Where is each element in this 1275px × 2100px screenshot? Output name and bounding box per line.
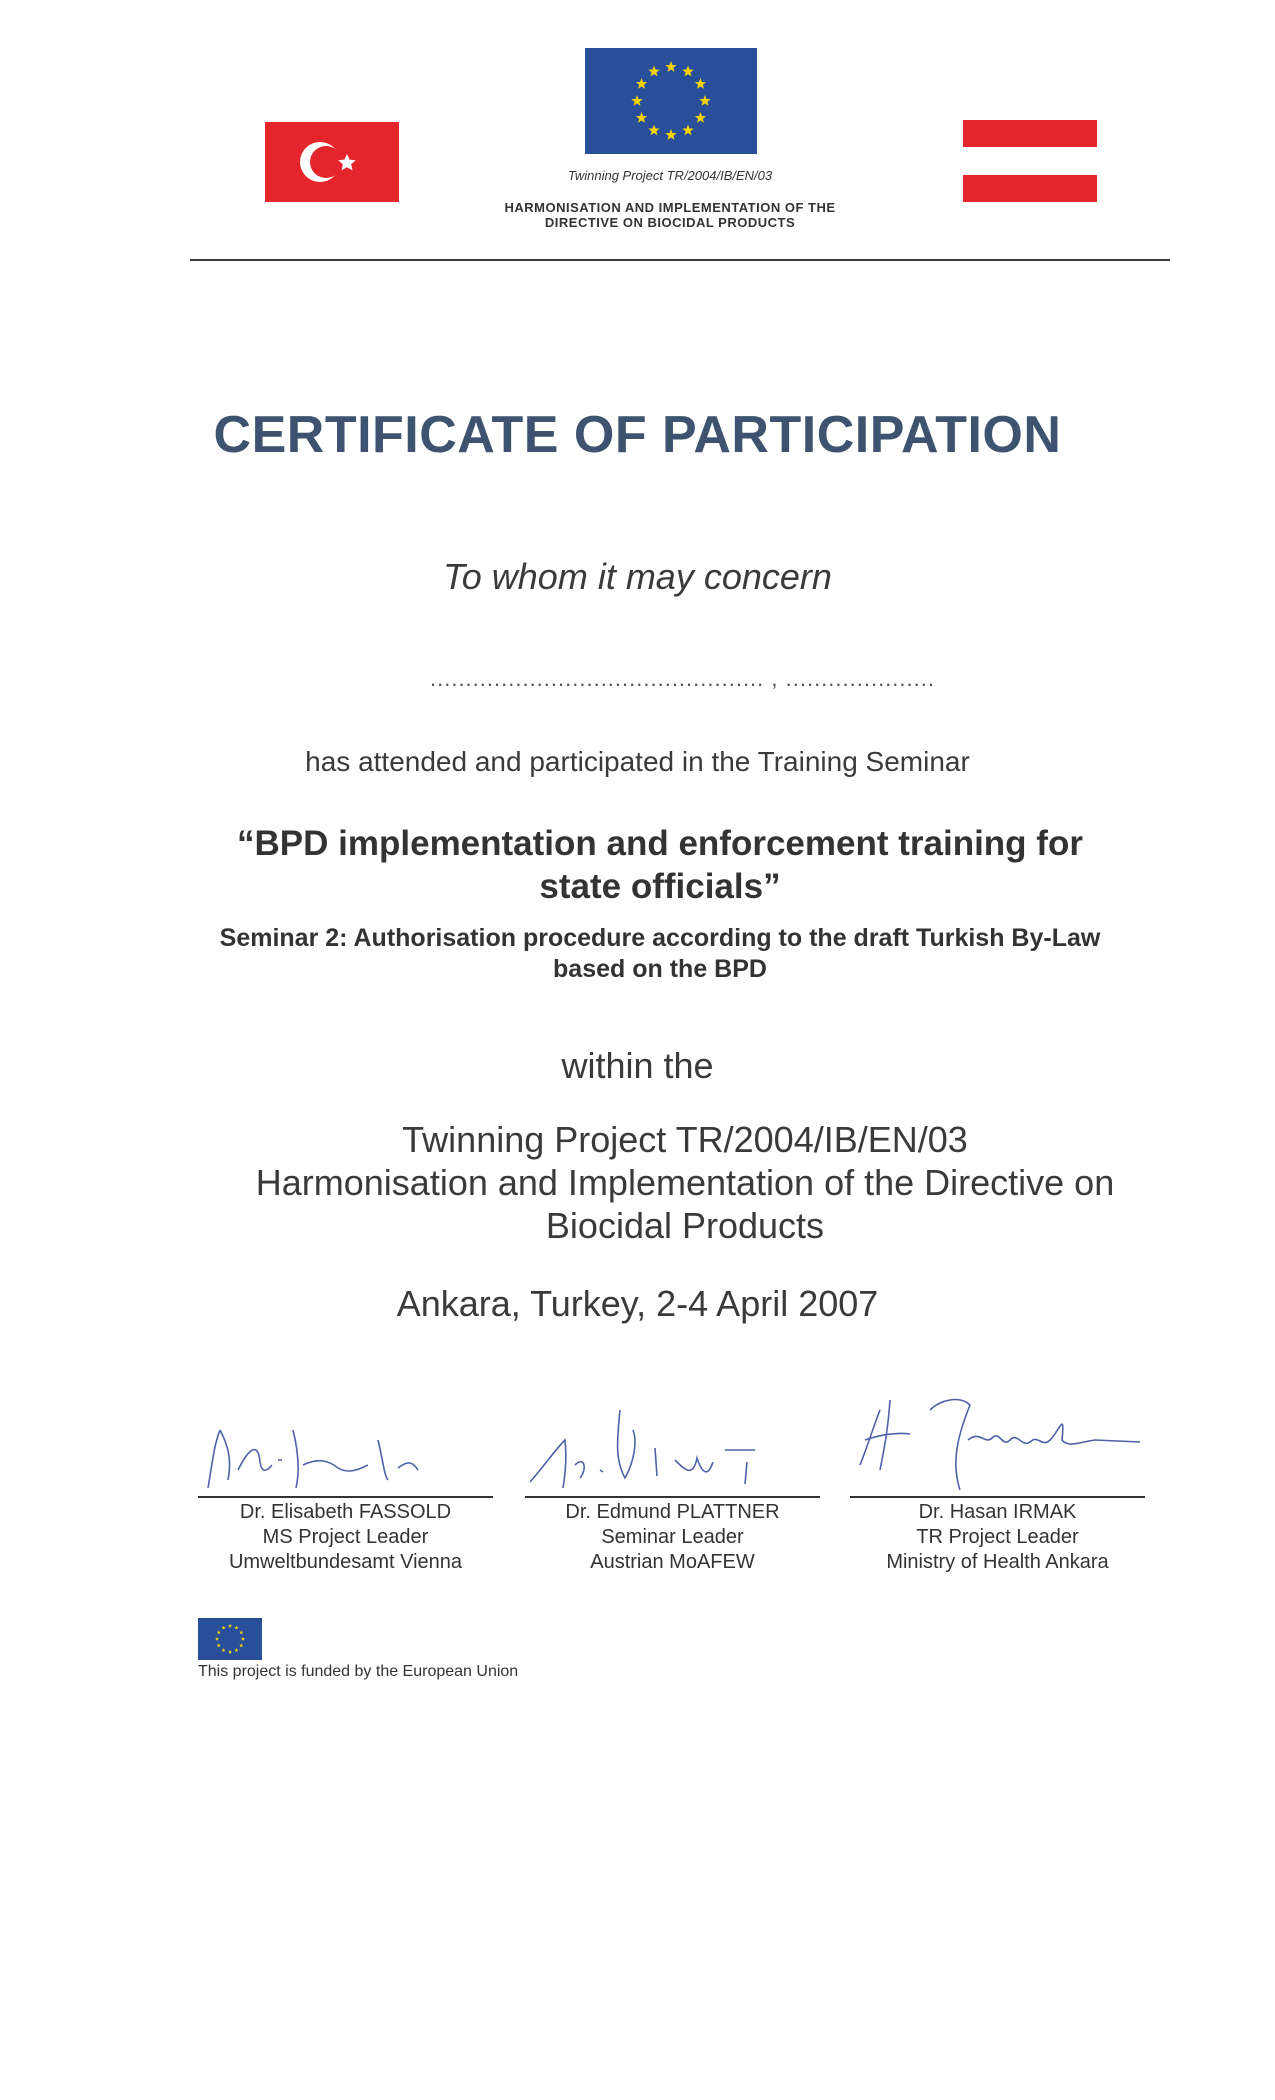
eu-flag-icon <box>585 48 757 154</box>
eu-star-icon <box>239 1643 243 1647</box>
project-description <box>160 1118 1210 1247</box>
seminar-subtitle-line-1: Seminar 2: Authorisation procedure according to the draft Turkish By-Law <box>219 924 1101 952</box>
signature-line <box>850 1496 1145 1498</box>
seminar-subtitle <box>160 923 1160 985</box>
signatory-name: Dr. Hasan IRMAK <box>918 1501 1077 1523</box>
handwritten-signature-icon <box>198 1370 498 1495</box>
eu-star-icon <box>665 61 676 72</box>
eu-star-icon <box>217 1643 221 1647</box>
funding-note: This project is funded by the European Union <box>198 1663 519 1680</box>
eu-star-icon <box>648 66 659 77</box>
handwritten-signature-icon <box>525 1370 825 1495</box>
project-line-3: Biocidal Products <box>545 1205 825 1246</box>
signatory-organization: Austrian MoAFEW <box>590 1551 755 1573</box>
eu-star-icon <box>221 1648 225 1652</box>
salutation: To whom it may concern <box>443 556 832 597</box>
eu-star-icon <box>215 1637 219 1641</box>
participant-name-blank: ............................................... , ..................... <box>430 666 935 691</box>
eu-star-icon <box>695 112 706 123</box>
eu-star-icon <box>695 78 706 89</box>
attendance-statement: has attended and participated in the Training Seminar <box>305 746 970 777</box>
eu-star-icon <box>228 1650 232 1654</box>
eu-star-icon <box>636 112 647 123</box>
location-date: Ankara, Turkey, 2-4 April 2007 <box>396 1283 879 1324</box>
signature-block-plattner <box>525 1370 825 1573</box>
header-title-line-1: HARMONISATION AND IMPLEMENTATION OF THE <box>504 200 836 215</box>
signatory-name: Dr. Elisabeth FASSOLD <box>239 1501 452 1523</box>
eu-star-icon <box>682 124 693 135</box>
header-title-line-2: DIRECTIVE ON BIOCIDAL PRODUCTS <box>544 215 796 230</box>
signatory-details <box>178 1500 513 1575</box>
eu-star-icon <box>241 1637 245 1641</box>
signatory-details <box>505 1500 840 1575</box>
eu-star-icon <box>221 1626 225 1630</box>
seminar-title-line-1: “BPD implementation and enforcement training for <box>237 824 1083 863</box>
header-divider <box>190 259 1170 261</box>
certificate-title: CERTIFICATE OF PARTICIPATION <box>213 406 1062 464</box>
eu-flag-small-icon <box>198 1618 262 1660</box>
eu-star-icon <box>665 129 676 140</box>
project-line-1: Twinning Project TR/2004/IB/EN/03 <box>402 1119 968 1160</box>
eu-star-icon <box>239 1630 243 1634</box>
eu-star-icon <box>217 1630 221 1634</box>
signatory-role: MS Project Leader <box>262 1526 429 1548</box>
signatory-organization: Umweltbundesamt Vienna <box>228 1551 463 1573</box>
seminar-title-line-2: state officials” <box>539 867 781 906</box>
eu-star-icon <box>682 66 693 77</box>
austria-flag-icon <box>963 120 1097 202</box>
header-project-title <box>430 200 910 230</box>
signature-line <box>198 1496 493 1498</box>
signature-block-fassold <box>198 1370 498 1573</box>
turkey-flag-icon <box>265 122 399 202</box>
eu-star-icon <box>648 124 659 135</box>
eu-star-icon <box>636 78 647 89</box>
eu-star-icon <box>631 95 642 106</box>
header-project-reference: Twinning Project TR/2004/IB/EN/03 <box>567 168 773 183</box>
project-line-2: Harmonisation and Implementation of the Directive on <box>255 1162 1115 1203</box>
signatory-role: Seminar Leader <box>601 1526 744 1548</box>
signatory-organization: Ministry of Health Ankara <box>886 1551 1109 1573</box>
eu-star-icon <box>228 1624 232 1628</box>
signature-line <box>525 1496 820 1498</box>
eu-star-icon <box>234 1648 238 1652</box>
signatory-details <box>830 1500 1165 1575</box>
seminar-subtitle-line-2: based on the BPD <box>553 955 767 983</box>
eu-star-icon <box>699 95 710 106</box>
within-text: within the <box>561 1045 714 1086</box>
eu-star-icon <box>234 1626 238 1630</box>
seminar-title <box>160 822 1160 908</box>
signature-block-irmak <box>850 1370 1150 1573</box>
signatory-role: TR Project Leader <box>916 1526 1079 1548</box>
handwritten-signature-icon <box>850 1370 1170 1495</box>
signatory-name: Dr. Edmund PLATTNER <box>565 1501 780 1523</box>
